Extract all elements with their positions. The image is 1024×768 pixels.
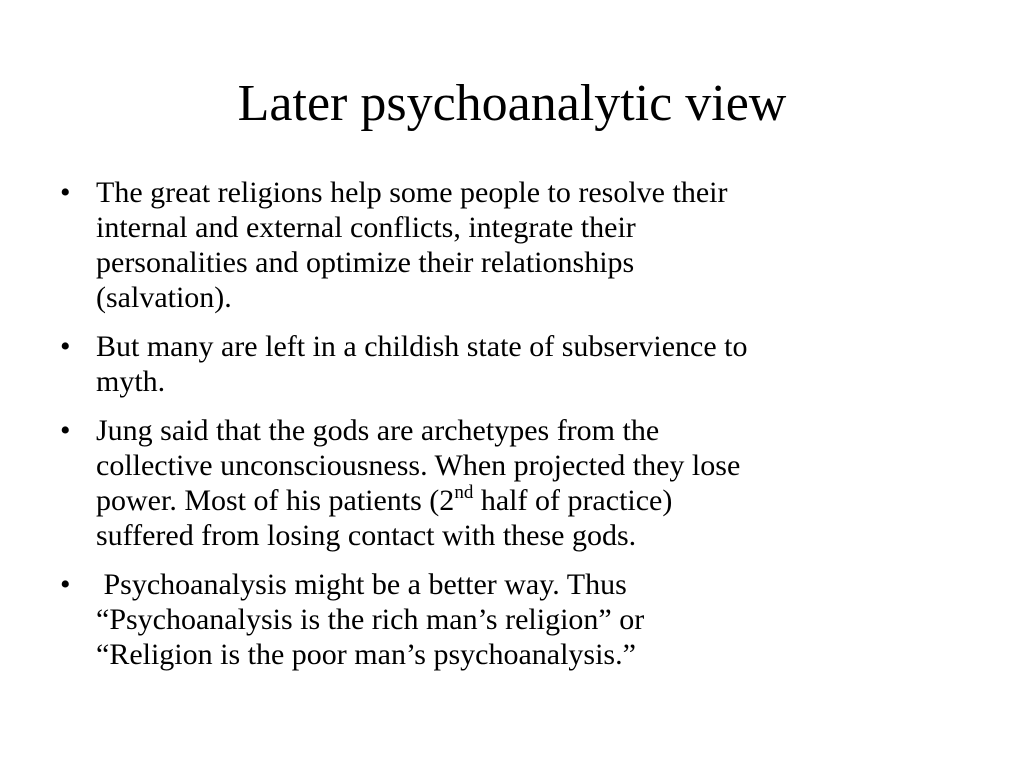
bullet-4-line-2: “Psychoanalysis is the rich man’s religion” or <box>96 603 645 636</box>
bullet-2-line-2: myth. <box>96 365 166 398</box>
bullet-4-line-3: “Religion is the poor man’s psychoanalysis.” <box>96 638 636 671</box>
bullet-3-line-1: Jung said that the gods are archetypes from the <box>96 414 660 447</box>
bullet-1-line-1: The great religions help some people to resolve their <box>96 176 728 209</box>
bullet-3-line-3 <box>96 483 978 518</box>
bullet-list <box>58 175 978 686</box>
bullet-item-4 <box>58 567 978 672</box>
ordinal-superscript: nd <box>454 482 474 503</box>
slide-title: Later psychoanalytic view <box>237 75 787 132</box>
bullet-1-line-3: personalities and optimize their relationships <box>96 246 635 279</box>
bullet-1-line-2: internal and external conflicts, integrate their <box>96 211 636 244</box>
bullet-icon: • <box>60 414 71 447</box>
bullet-4-line-1: Psychoanalysis might be a better way. Thus <box>96 568 627 601</box>
bullet-icon: • <box>60 330 71 363</box>
bullet-3-line-3-after: half of practice) <box>473 484 673 517</box>
bullet-item-3 <box>58 413 978 553</box>
bullet-icon: • <box>60 568 71 601</box>
bullet-icon: • <box>60 176 71 209</box>
bullet-1-line-4: (salvation). <box>96 281 232 314</box>
bullet-3-line-2: collective unconsciousness. When projected they lose <box>96 449 741 482</box>
bullet-item-1 <box>58 175 978 315</box>
bullet-2-line-1: But many are left in a childish state of subservience to <box>96 330 748 363</box>
bullet-3-line-4: suffered from losing contact with these gods. <box>96 519 637 552</box>
bullet-item-2 <box>58 329 978 399</box>
bullet-3-line-3-before: power. Most of his patients (2 <box>96 484 455 517</box>
